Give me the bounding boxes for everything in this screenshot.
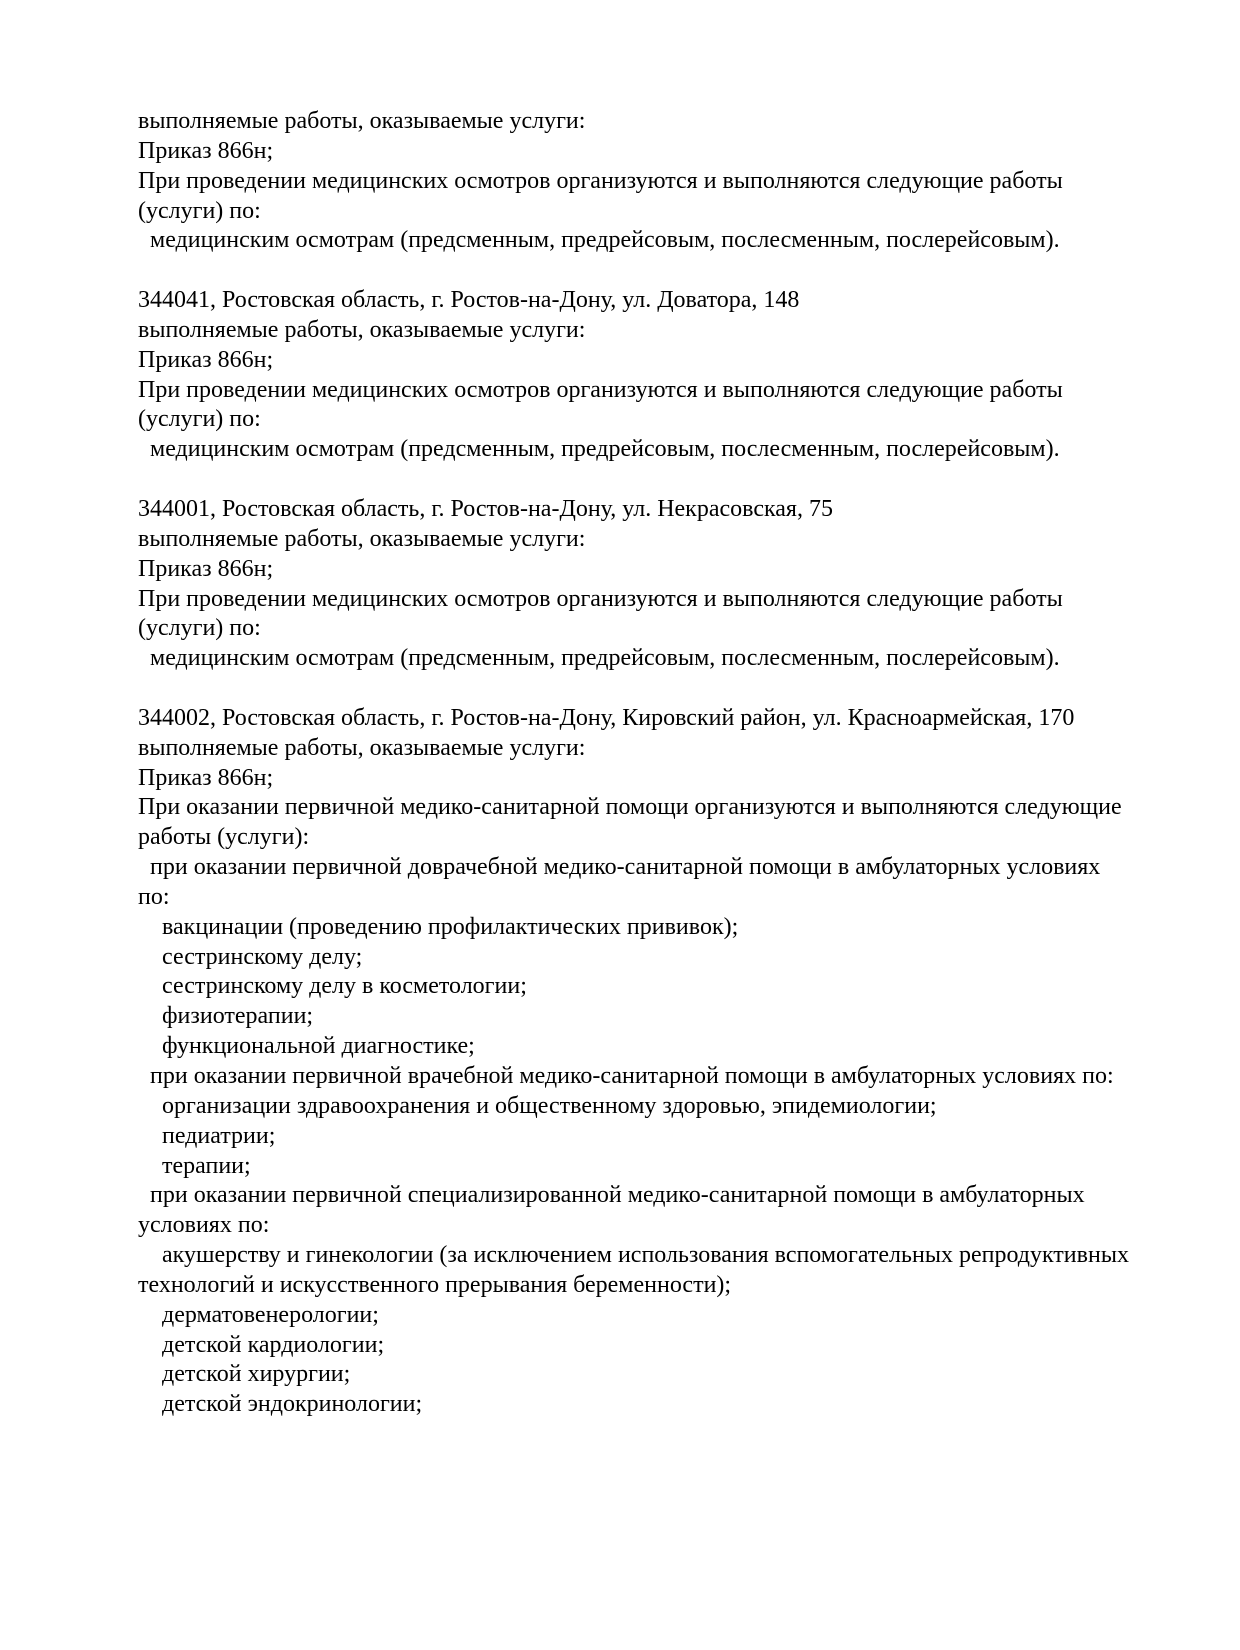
text-line: медицинским осмотрам (предсменным, предрейсовым, послесменным, послерейсовым).: [138, 227, 1060, 254]
text-line: акушерству и гинекологии (за исключением использования вспомогательных репродуктивных: [138, 1242, 1129, 1269]
text-line: при оказании первичной специализированной медико-санитарной помощи в амбулаторных: [138, 1182, 1085, 1209]
text-line: Приказ 866н;: [138, 764, 274, 791]
text-line: вакцинации (проведению профилактических прививок);: [138, 913, 739, 940]
text-line: сестринскому делу в косметологии;: [138, 973, 527, 1000]
text-line: выполняемые работы, оказываемые услуги:: [138, 525, 586, 552]
location-block-344002: [138, 704, 1129, 1420]
text-line: 344002, Ростовская область, г. Ростов-на-Дону, Кировский район, ул. Красноармейская, 170: [138, 704, 1075, 731]
text-line: выполняемые работы, оказываемые услуги:: [138, 316, 586, 343]
text-line: 344001, Ростовская область, г. Ростов-на-Дону, ул. Некрасовская, 75: [138, 495, 833, 522]
text-line: (услуги) по:: [138, 406, 261, 433]
text-line: работы (услуги):: [138, 824, 310, 851]
text-line: по:: [138, 883, 170, 910]
text-line: дерматовенерологии;: [138, 1301, 379, 1328]
location-block-344041: [138, 286, 1129, 465]
text-line: детской хирургии;: [138, 1361, 351, 1388]
text-line: при оказании первичной доврачебной медико-санитарной помощи в амбулаторных условиях: [138, 854, 1101, 881]
text-line: детской эндокринологии;: [138, 1391, 423, 1418]
text-line: (услуги) по:: [138, 197, 261, 224]
text-line: При проведении медицинских осмотров организуются и выполняются следующие работы: [138, 167, 1063, 194]
text-line: организации здравоохранения и общественному здоровью, эпидемиологии;: [138, 1092, 937, 1119]
text-line: (услуги) по:: [138, 615, 261, 642]
text-line: выполняемые работы, оказываемые услуги:: [138, 734, 586, 761]
text-line: При оказании первичной медико-санитарной помощи организуются и выполняются следующие: [138, 794, 1122, 821]
text-line: Приказ 866н;: [138, 137, 274, 164]
text-line: детской кардиологии;: [138, 1331, 385, 1358]
services-block-continued: [138, 107, 1129, 256]
location-block-344001: [138, 495, 1129, 674]
text-line: 344041, Ростовская область, г. Ростов-на-Дону, ул. Доватора, 148: [138, 287, 800, 314]
text-line: При проведении медицинских осмотров организуются и выполняются следующие работы: [138, 376, 1063, 403]
text-line: при оказании первичной врачебной медико-санитарной помощи в амбулаторных условиях по:: [138, 1063, 1114, 1089]
text-line: Приказ 866н;: [138, 346, 274, 373]
text-line: Приказ 866н;: [138, 555, 274, 582]
text-line: функциональной диагностике;: [138, 1033, 475, 1060]
text-line: физиотерапии;: [138, 1003, 314, 1030]
text-line: медицинским осмотрам (предсменным, предрейсовым, послесменным, послерейсовым).: [138, 436, 1060, 463]
text-line: терапии;: [138, 1152, 251, 1179]
text-line: выполняемые работы, оказываемые услуги:: [138, 108, 586, 134]
text-line: сестринскому делу;: [138, 943, 363, 970]
text-line: условиях по:: [138, 1212, 270, 1239]
text-line: технологий и искусственного прерывания беременности);: [138, 1271, 732, 1298]
text-line: педиатрии;: [138, 1122, 276, 1149]
text-line: медицинским осмотрам (предсменным, предрейсовым, послесменным, послерейсовым).: [138, 645, 1060, 672]
text-line: При проведении медицинских осмотров организуются и выполняются следующие работы: [138, 585, 1063, 612]
